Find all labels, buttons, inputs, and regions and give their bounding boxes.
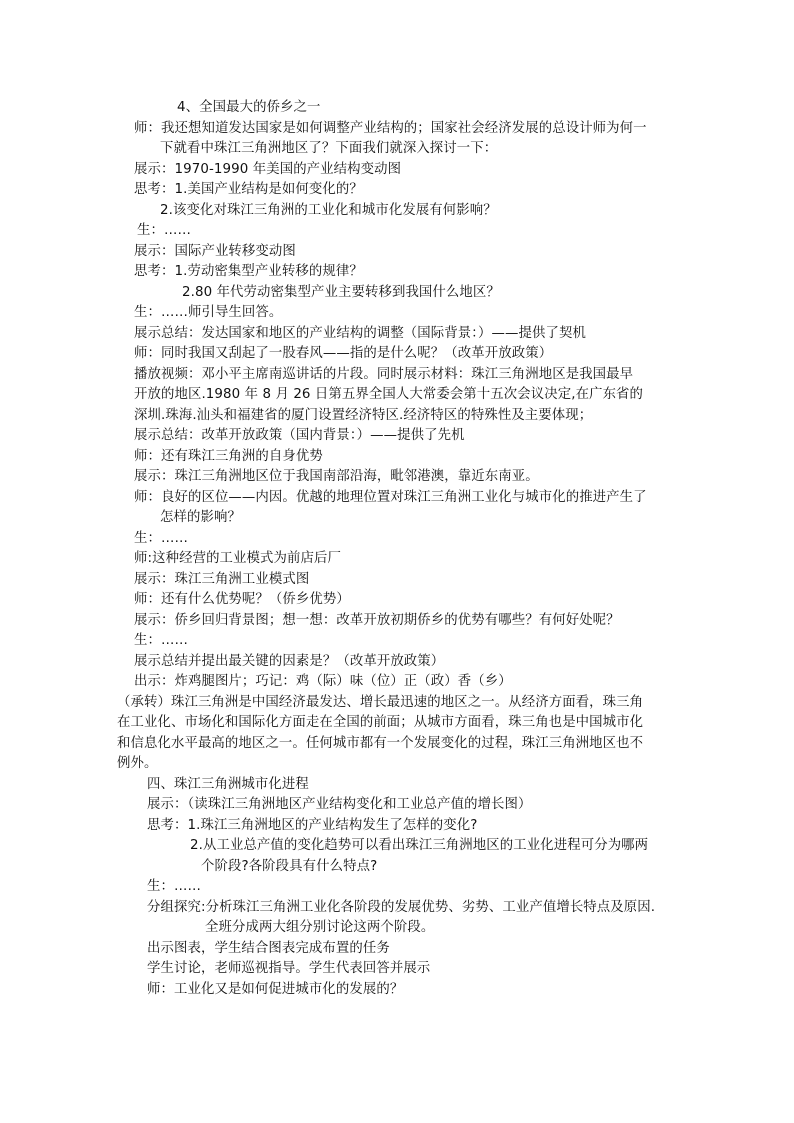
text-line: 2.80 年代劳动密集型产业主要转移到我国什么地区？ (182, 285, 500, 300)
text-line: 展示：侨乡回归背景图；想一想：改革开放初期侨乡的优势有哪些？有何好处呢？ (134, 613, 620, 628)
text-line: 师:这种经营的工业模式为前店后厂 (134, 551, 341, 566)
text-line: 师：同时我国又刮起了一股春风——指的是什么呢？（改革开放政策） (134, 346, 553, 361)
text-line: （承转）珠江三角洲是中国经济最发达、增长最迅速的地区之一。从经济方面看，珠三角 (117, 695, 644, 710)
text-line: 师：还有什么优势呢？（侨乡优势） (134, 592, 350, 607)
text-line: 出示图表，学生结合图表完成布置的任务 (147, 941, 390, 956)
text-line: 全班分成两大组分别讨论这两个阶段。 (205, 920, 435, 935)
text-line: 展示总结：发达国家和地区的产业结构的调整（国际背景：）——提供了契机 (134, 326, 586, 341)
text-line: 师：还有珠江三角洲的自身优势 (134, 449, 323, 464)
text-line: 师：良好的区位——内因。优越的地理位置对珠江三角洲工业化与城市化的推进产生了 (134, 490, 647, 505)
text-line: 播放视频：邓小平主席南巡讲话的片段。同时展示材料：珠江三角洲地区是我国最早 (134, 367, 634, 382)
text-line: 思考：1.珠江三角洲地区的产业结构发生了怎样的变化? (147, 818, 478, 833)
text-line: 和信息化水平最高的地区之一。任何城市都有一个发展变化的过程，珠江三角洲地区也不 (117, 736, 644, 751)
text-line: 4、全国最大的侨乡之一 (177, 100, 321, 115)
text-line: 2.该变化对珠江三角洲的工业化和城市化发展有何影响？ (160, 203, 497, 218)
text-line: 个阶段?各阶段具有什么特点? (201, 859, 378, 874)
text-line: 展示：（读珠江三角洲地区产业结构变化和工业总产值的增长图） (147, 797, 532, 812)
text-line: 思考：1.劳动密集型产业转移的规律？ (134, 264, 363, 279)
text-line: 师：工业化又是如何促进城市化的发展的？ (147, 982, 404, 997)
section-heading: 四、珠江三角洲城市化进程 (147, 777, 309, 792)
text-line: 师：我还想知道发达国家是如何调整产业结构的；国家社会经济发展的总设计师为何一 (134, 121, 647, 136)
text-line: 深圳.珠海.汕头和福建省的厦门设置经济特区.经济特区的特殊性及主要体现； (134, 408, 593, 423)
text-line: 展示总结：改革开放政策（国内背景：）——提供了先机 (134, 428, 465, 443)
text-line: 出示：炸鸡腿图片；巧记：鸡（际）味（位）正（政）香（乡） (134, 674, 512, 689)
text-line: 下就看中珠江三角洲地区了？下面我们就深入探讨一下： (160, 141, 498, 156)
text-line: 开放的地区.1980 年 8 月 26 日第五界全国人大常委会第十五次会议决定,在广东省的 (134, 387, 644, 402)
text-line: 2.从工业总产值的变化趋势可以看出珠江三角洲地区的工业化进程可分为哪两 (190, 838, 649, 853)
text-line: 展示：珠江三角洲地区位于我国南部沿海，毗邻港澳，靠近东南亚。 (134, 469, 539, 484)
text-line: 生：…… (147, 879, 201, 894)
text-line: 生：…… (134, 633, 188, 648)
text-line: 展示：1970-1990 年美国的产业结构变动图 (134, 162, 402, 177)
text-line: 生：……师引导生回答。 (134, 305, 283, 320)
text-line: 例外。 (117, 756, 158, 771)
text-line: 生：…… (137, 223, 191, 238)
text-line: 展示：珠江三角洲工业模式图 (134, 572, 310, 587)
text-line: 思考：1.美国产业结构是如何变化的？ (134, 182, 363, 197)
text-line: 分组探究:分析珠江三角洲工业化各阶段的发展优势、劣势、工业产值增长特点及原因. (147, 900, 656, 915)
text-line: 在工业化、市场化和国际化方面走在全国的前面；从城市方面看，珠三角也是中国城市化 (117, 715, 644, 730)
text-line: 展示：国际产业转移变动图 (134, 244, 296, 259)
text-line: 展示总结并提出最关键的因素是？（改革开放政策） (134, 654, 445, 669)
text-line: 怎样的影响？ (160, 510, 241, 525)
text-line: 生：…… (134, 531, 188, 546)
text-line: 学生讨论，老师巡视指导。学生代表回答并展示 (147, 961, 431, 976)
